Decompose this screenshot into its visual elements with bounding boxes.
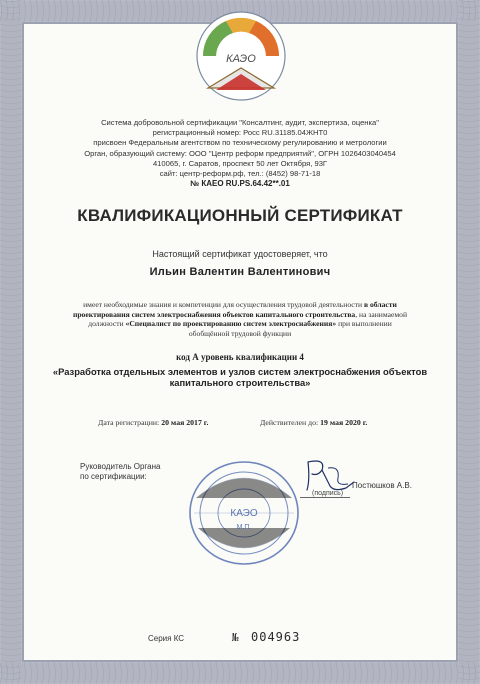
header-line: регистрационный номер: Росс RU.31185.04ЖНТ0 [152,128,328,138]
head-of-body-label [80,462,170,482]
system-number: № КАЕО RU.PS.64.42**.01 [190,179,290,189]
kaeo-logo [186,8,296,108]
header-line: сайт: центр-реформ.рф, тел.: (8452) 98-71-18 [159,169,321,179]
head-label-line: по сертификации: [80,472,147,481]
competence-part: имеет необходимые знания и компетенции для осуществления трудовой деятельности [83,300,363,309]
number-sign: № [232,631,239,644]
intro-text: Настоящий сертификат удостоверяет, что [152,249,328,259]
signer-name: Постюшков А.В. [352,481,412,490]
logo-text: КАЭО [226,53,256,65]
competence-part: , на занимаемой должности [88,309,408,329]
header-line: Система добровольной сертификации "Консалтинг, аудит, экспертиза, оценка" [101,118,379,127]
header-line: 410065, г. Саратов, проспект 50 лет Октября, 93Г [152,158,328,168]
registration-date [98,418,208,427]
registration-value: 20 мая 2017 г. [161,418,209,427]
seal-center-text: КАЭО [230,508,258,519]
holder-name: Ильин Валентин Валентинович [149,266,331,278]
competence-part: при выполнении обобщённой трудовой функции [188,319,392,338]
valid-label: Действителен до: [260,418,319,427]
header-line: Орган, образующий систему: ООО "Центр реформ предприятий", ОГРН 1026403040454 [84,148,396,158]
competence-position: «Специалист по проектированию систем электроснабжения» [125,319,337,329]
valid-until-date [260,418,367,427]
competence-area: в области проектирования систем электроснабжения объектов капитального строительства [72,300,397,319]
series-label: Серия КС [148,634,185,643]
serial-number: 004963 [251,630,301,644]
competence-text [70,300,410,338]
valid-value: 19 мая 2020 г. [320,418,368,427]
signature-line [300,497,350,498]
header-line: присвоен Федеральным агентством по техническому регулированию и метрологии [93,138,387,148]
signature-caption: (подпись) [312,490,344,497]
qualification-title: «Разработка отдельных элементов и узлов систем электроснабжения объектов капитального строительства» [52,366,428,389]
seal-stamp [186,458,302,568]
issuer-header [40,118,440,189]
registration-label: Дата регистрации: [98,418,160,427]
qualification-level: код А уровень квалификации 4 [176,352,304,362]
page-title: КВАЛИФИКАЦИОННЫЙ СЕРТИФИКАТ [77,206,403,225]
seal-sub-text: М.П. [236,524,252,531]
head-label-line: Руководитель Органа [80,462,161,471]
